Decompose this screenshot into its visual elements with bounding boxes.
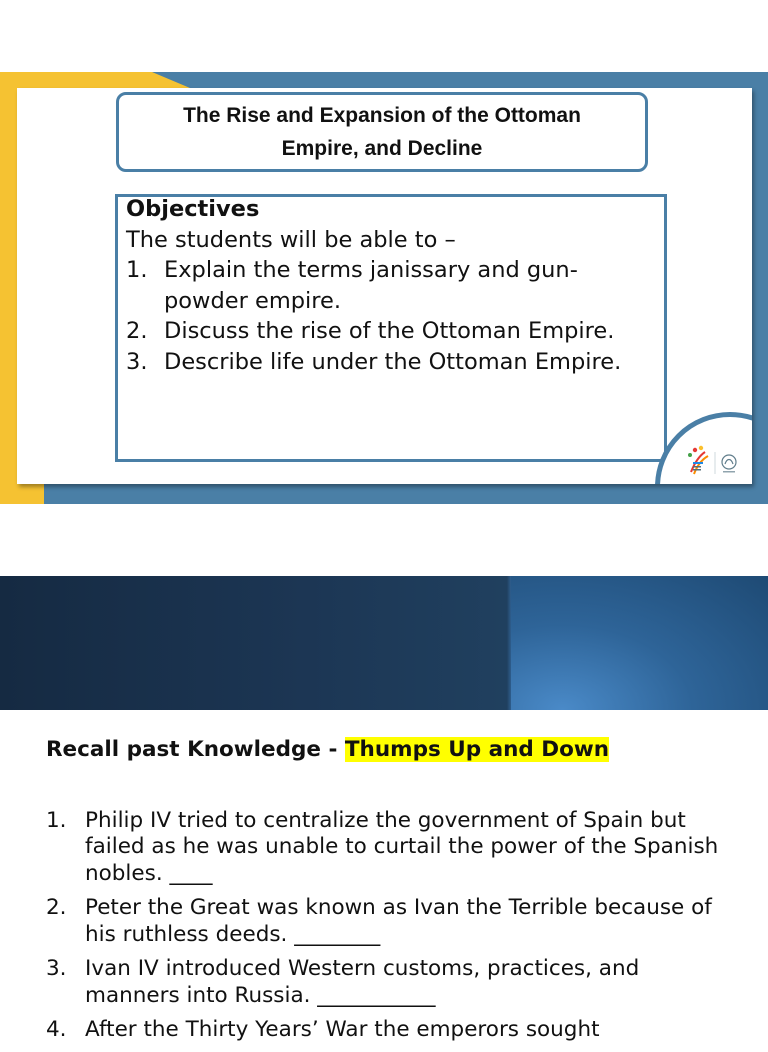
objectives-list bbox=[126, 255, 656, 377]
objectives-intro: The students will be able to – bbox=[126, 226, 456, 253]
question-number: 4. bbox=[46, 1017, 67, 1043]
slide-recall bbox=[0, 576, 768, 1043]
question-text: Ivan IV introduced Western customs, practices, and manners into Russia. ___________ bbox=[85, 956, 640, 1008]
question-item bbox=[46, 956, 736, 1009]
slide-title-box bbox=[116, 92, 648, 172]
question-number: 2. bbox=[46, 895, 67, 921]
objective-number: 1. bbox=[126, 257, 148, 284]
recall-heading bbox=[46, 737, 609, 762]
questions-list bbox=[46, 808, 736, 1052]
question-text: Philip IV tried to centralize the government of Spain but failed as he was unable to curtail the power of the Spanish nobles. ____ bbox=[85, 808, 719, 886]
question-item bbox=[46, 808, 736, 887]
question-text: Peter the Great was known as Ivan the Terrible because of his ruthless deeds. ________ bbox=[85, 895, 712, 947]
question-number: 1. bbox=[46, 808, 67, 833]
slide-canvas bbox=[17, 88, 752, 484]
school-logo-icon bbox=[681, 442, 751, 482]
objective-item bbox=[126, 255, 656, 316]
objective-text: Explain the terms janissary and gun-powder empire. bbox=[164, 257, 578, 314]
objective-item bbox=[126, 316, 656, 347]
header-banner bbox=[0, 576, 768, 710]
slide-title: The Rise and Expansion of the Ottoman Empire, and Decline bbox=[183, 104, 581, 160]
slide-objectives bbox=[0, 72, 768, 504]
recall-heading-text: Recall past Knowledge - bbox=[46, 737, 345, 762]
objective-text: Discuss the rise of the Ottoman Empire. bbox=[164, 318, 615, 345]
objectives-heading: Objectives bbox=[126, 196, 260, 222]
question-number: 3. bbox=[46, 956, 67, 982]
yellow-accent-tab bbox=[0, 72, 190, 88]
objective-number: 3. bbox=[126, 348, 148, 375]
question-item bbox=[46, 895, 736, 948]
banner-panel bbox=[511, 576, 768, 710]
recall-heading-highlight: Thumps Up and Down bbox=[344, 737, 610, 762]
question-text: After the Thirty Years’ War the emperors sought bbox=[85, 1017, 600, 1043]
question-item bbox=[46, 1017, 736, 1043]
objective-item bbox=[126, 347, 656, 378]
objectives-box bbox=[115, 194, 667, 462]
objective-number: 2. bbox=[126, 318, 148, 345]
objective-text: Describe life under the Ottoman Empire. bbox=[164, 348, 622, 375]
